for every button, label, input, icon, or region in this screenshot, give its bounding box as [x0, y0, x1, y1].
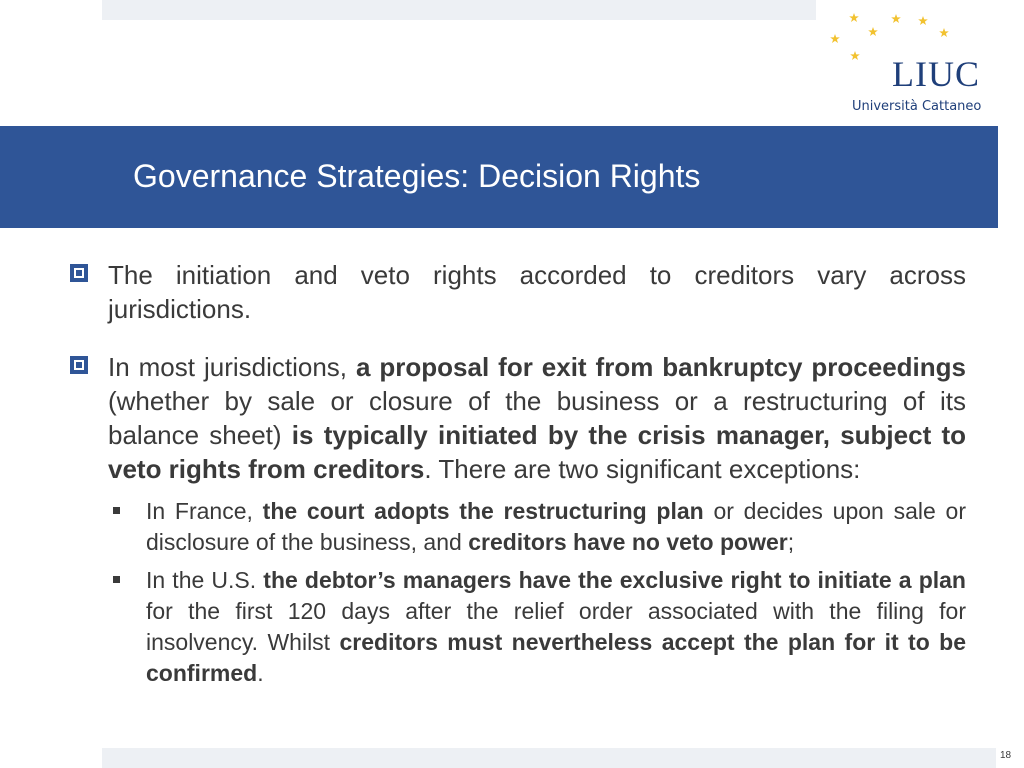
title-band — [0, 126, 998, 228]
logo-subtitle: Università Cattaneo — [852, 99, 982, 114]
square-bullet-icon — [113, 576, 120, 583]
sub-bullet-text: for the first 120 days after the relief order associated with the filing for insolvency. Whilst — [146, 598, 966, 655]
sub-bullet-text: ; — [787, 529, 795, 555]
square-bullet-icon — [113, 507, 120, 514]
bullet-item — [70, 258, 966, 326]
bullet-text: (whether by sale or closure of the business or a restructuring of its balance sheet) — [108, 386, 966, 450]
sub-bullet-text: . — [257, 660, 264, 686]
sub-bullet-emphasis: the court adopts the restructuring plan — [262, 498, 704, 524]
sub-bullet-text: In the U.S. — [146, 567, 264, 593]
page-number: 18 — [1000, 750, 1012, 761]
bullet-text: . There are two significant exceptions: — [424, 454, 861, 484]
bottom-decorative-strip — [102, 748, 996, 768]
bullet-text: The initiation and veto rights accorded to creditors vary across jurisdictions. — [108, 260, 966, 324]
top-decorative-strip — [102, 0, 816, 20]
bullet-emphasis: a proposal for exit from bankruptcy proceedings — [355, 352, 967, 382]
liuc-logo — [826, 8, 996, 120]
sub-bullet-emphasis: creditors have no veto power — [468, 529, 788, 555]
sub-bullet-item — [108, 565, 966, 689]
logo-wordmark: LIUC — [892, 54, 980, 94]
bullet-text: In most jurisdictions, — [108, 352, 356, 382]
sub-bullet-item — [108, 496, 966, 558]
slide-title: Governance Strategies: Decision Rights — [133, 158, 701, 194]
sub-bullet-list — [108, 496, 966, 689]
sub-bullet-text: or decides upon sale or disclosure of the business, and — [146, 498, 966, 555]
sub-bullet-emphasis: the debtor’s managers have the exclusive right to initiate a plan — [263, 567, 966, 593]
bullet-item — [70, 350, 966, 689]
sub-bullet-text: In France, — [146, 498, 263, 524]
sub-bullet-emphasis: creditors must nevertheless accept the plan for it to be confirmed — [146, 629, 966, 686]
slide-content — [70, 258, 966, 713]
box-bullet-icon — [70, 356, 88, 374]
box-bullet-icon — [70, 264, 88, 282]
bullet-emphasis: is typically initiated by the crisis manager, subject to veto rights from creditors — [108, 420, 967, 484]
